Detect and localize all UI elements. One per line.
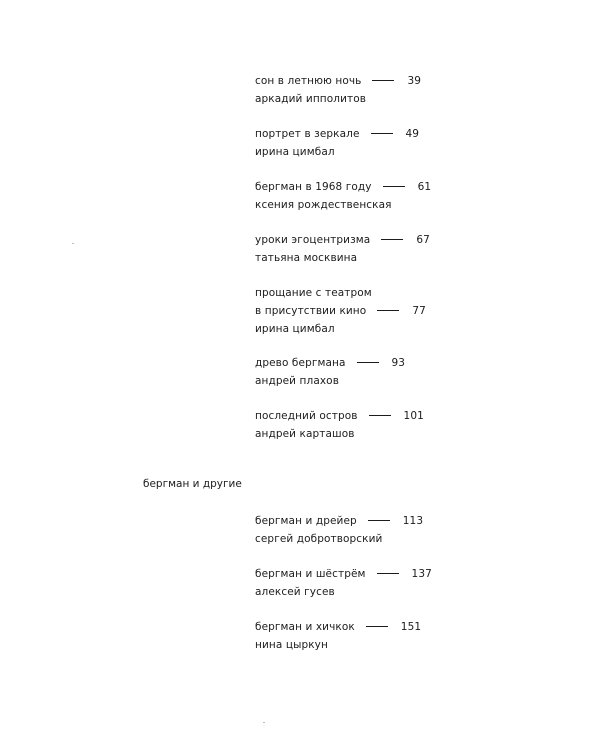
toc-entry-title-line bbox=[255, 565, 432, 583]
toc-entry-page: 49 bbox=[405, 128, 420, 140]
toc-entry-author: ксения рождественская bbox=[255, 199, 392, 211]
toc-entry bbox=[255, 407, 424, 443]
leader-dash bbox=[357, 362, 379, 363]
toc-entry-author: алексей гусев bbox=[255, 586, 335, 598]
leader-dash bbox=[372, 80, 394, 81]
toc-entry-page: 137 bbox=[411, 568, 432, 580]
toc-entry-page: 39 bbox=[407, 75, 422, 87]
toc-entry-title: уроки эгоцентризма bbox=[255, 234, 371, 246]
toc-entry-title: древо бергмана bbox=[255, 357, 346, 369]
toc-entry-page: 77 bbox=[412, 305, 426, 317]
toc-entry-title: бергман и дрейер bbox=[255, 515, 357, 527]
toc-entry-author: аркадий ипполитов bbox=[255, 93, 367, 105]
scan-speck bbox=[72, 243, 74, 244]
toc-entry-page: 113 bbox=[402, 515, 424, 527]
leader-dash bbox=[366, 626, 388, 627]
toc-entry-author: ирина цимбал bbox=[255, 146, 335, 158]
toc-entry-title: бергман в 1968 году bbox=[255, 181, 372, 193]
toc-entry-title: сон в летнюю ночь bbox=[255, 75, 362, 87]
toc-entry-title-line bbox=[255, 178, 431, 196]
toc-entry-title: бергман и хичкок bbox=[255, 621, 355, 633]
toc-entry-title-line bbox=[255, 125, 419, 143]
scan-speck bbox=[263, 722, 265, 723]
toc-entry bbox=[255, 231, 430, 267]
toc-entry-page: 67 bbox=[416, 234, 430, 246]
toc-entry-author: сергей добротворский bbox=[255, 533, 383, 545]
toc-entry-author: татьяна москвина bbox=[255, 252, 358, 264]
toc-entry-title-line bbox=[255, 354, 405, 372]
toc-entry-title-line bbox=[255, 512, 423, 530]
leader-dash bbox=[381, 239, 403, 240]
toc-entry-title-line bbox=[255, 72, 421, 90]
toc-entry bbox=[255, 284, 426, 338]
toc-entry bbox=[255, 125, 419, 161]
toc-entry-title-line bbox=[255, 231, 430, 249]
toc-entry bbox=[255, 354, 405, 390]
toc-entry-title: последний остров bbox=[255, 410, 358, 422]
toc-entry-title-line bbox=[255, 407, 424, 425]
toc-entry bbox=[255, 178, 431, 214]
leader-dash bbox=[371, 133, 393, 134]
toc-entry-title: в присутствии кино bbox=[255, 305, 367, 317]
leader-dash bbox=[383, 186, 405, 187]
toc-entry-page: 101 bbox=[403, 410, 424, 422]
toc-entry-title: прощание с театром bbox=[255, 287, 372, 299]
toc-entry-author: андрей плахов bbox=[255, 375, 339, 387]
toc-entry bbox=[255, 618, 421, 654]
leader-dash bbox=[377, 310, 399, 311]
toc-entry-title-line bbox=[255, 302, 426, 320]
section-heading: бергман и другие bbox=[143, 478, 242, 490]
toc-entry-title-line bbox=[255, 618, 421, 636]
toc-entry-title: портрет в зеркале bbox=[255, 128, 360, 140]
toc-entry bbox=[255, 72, 421, 108]
toc-entry-page: 151 bbox=[400, 621, 422, 633]
leader-dash bbox=[377, 573, 399, 574]
toc-entry bbox=[255, 565, 432, 601]
leader-dash bbox=[369, 415, 391, 416]
toc-entry-author: нина цыркун bbox=[255, 639, 328, 651]
toc-entry-page: 93 bbox=[391, 357, 406, 369]
toc-entry bbox=[255, 512, 423, 548]
toc-entry-author: ирина цимбал bbox=[255, 323, 335, 335]
leader-dash bbox=[368, 520, 390, 521]
toc-entry-title: бергман и шёстрём bbox=[255, 568, 366, 580]
toc-entry-page: 61 bbox=[417, 181, 432, 193]
toc-entry-author: андрей карташов bbox=[255, 428, 355, 440]
